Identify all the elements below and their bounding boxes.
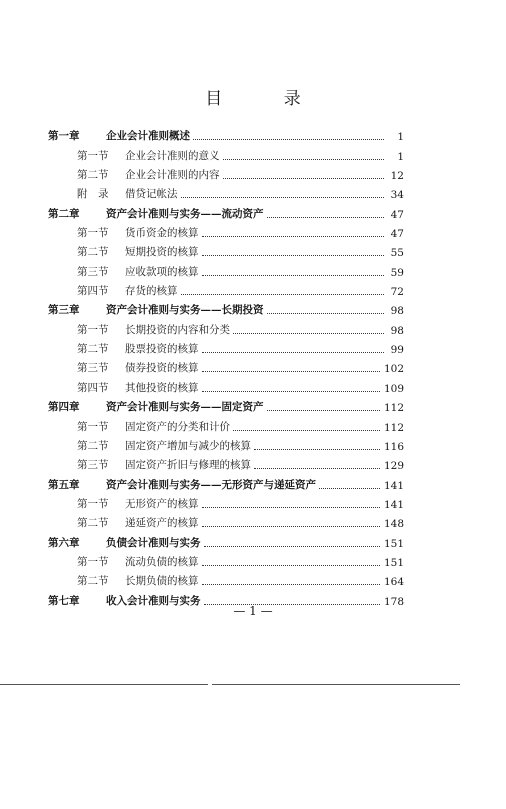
toc-entry-page: 102 xyxy=(383,363,404,376)
toc-entry-number: 第一章 xyxy=(48,130,80,143)
toc-entry-number: 第三节 xyxy=(77,459,109,472)
dot-leader xyxy=(202,255,385,256)
toc-entry-title: 资产会计准则与实务——流动资产 xyxy=(106,207,264,220)
dot-leader xyxy=(202,507,380,508)
toc-entry-number: 第二节 xyxy=(77,517,109,530)
toc-entry-title: 流动负债的核算 xyxy=(125,555,199,568)
toc-entry-number: 第二节 xyxy=(77,343,109,356)
toc-section-entry xyxy=(48,143,404,162)
toc-entry-page: 148 xyxy=(383,518,404,531)
dot-leader xyxy=(193,139,384,140)
page-number: — 1 — xyxy=(233,604,273,618)
toc-entry-page: 129 xyxy=(383,460,404,473)
toc-entry-title: 企业会计准则的意义 xyxy=(125,149,220,162)
toc-chapter-entry xyxy=(48,472,404,491)
toc-entry-number: 第四章 xyxy=(48,401,80,414)
toc-entry-page: 59 xyxy=(390,266,404,279)
toc-entry-title: 固定资产的分类和计价 xyxy=(125,420,230,433)
toc-entry-title: 长期投资的内容和分类 xyxy=(125,323,230,336)
dot-leader xyxy=(319,488,380,489)
toc-section-entry xyxy=(48,453,404,472)
dot-leader xyxy=(223,159,385,160)
toc-entry-page: 151 xyxy=(383,537,404,550)
toc-entry-title: 企业会计准则的内容 xyxy=(125,169,220,182)
toc-entry-title: 固定资产增加与减少的核算 xyxy=(125,439,251,452)
toc-entry-title: 负债会计准则与实务 xyxy=(106,536,201,549)
toc-entry-number: 第四节 xyxy=(77,285,109,298)
dot-leader xyxy=(254,468,380,469)
toc-section-entry xyxy=(48,414,404,433)
toc-entry-number: 第一节 xyxy=(77,497,109,510)
dot-leader xyxy=(204,546,380,547)
toc-entry-number: 第二节 xyxy=(77,246,109,259)
toc-entry-page: 141 xyxy=(383,498,404,511)
toc-entry-title: 股票投资的核算 xyxy=(125,343,199,356)
dot-leader xyxy=(202,371,380,372)
dot-leader xyxy=(202,526,380,527)
toc-entry-number: 第一节 xyxy=(77,227,109,240)
toc-entry-page: 164 xyxy=(383,576,404,589)
toc-entry-number: 第二节 xyxy=(77,169,109,182)
toc-entry-title: 企业会计准则概述 xyxy=(106,130,190,143)
toc-entry-page: 112 xyxy=(383,421,404,434)
dot-leader xyxy=(233,333,384,334)
toc-section-entry xyxy=(48,356,404,375)
toc-section-entry xyxy=(48,511,404,530)
toc-entry-title: 应收款项的核算 xyxy=(125,265,199,278)
dot-leader xyxy=(267,410,380,411)
dot-leader xyxy=(202,275,385,276)
toc-entry-page: 141 xyxy=(383,479,404,492)
toc-entry-title: 其他投资的核算 xyxy=(125,381,199,394)
toc-entry-number: 第三节 xyxy=(77,362,109,375)
toc-section-entry xyxy=(48,434,404,453)
toc-entry-page: 1 xyxy=(397,150,404,163)
toc-entry-title: 资产会计准则与实务——长期投资 xyxy=(106,304,264,317)
toc-entry-number: 第二节 xyxy=(77,575,109,588)
toc-section-entry xyxy=(48,182,404,201)
toc-entry-number: 附 录 xyxy=(77,188,109,201)
toc-section-entry xyxy=(48,317,404,336)
toc-entry-title: 收入会计准则与实务 xyxy=(106,594,201,607)
toc-entry-title: 资产会计准则与实务——无形资产与递延资产 xyxy=(106,478,316,491)
toc-section-entry xyxy=(48,375,404,394)
dot-leader xyxy=(254,449,380,450)
toc-section-entry xyxy=(48,569,404,588)
toc-entry-number: 第三节 xyxy=(77,265,109,278)
toc-section-entry xyxy=(48,221,404,240)
toc-entry-number: 第五章 xyxy=(48,478,80,491)
dot-leader xyxy=(202,352,385,353)
toc-chapter-entry xyxy=(48,530,404,549)
toc-entry-page: 109 xyxy=(383,382,404,395)
toc-entry-page: 47 xyxy=(390,208,404,221)
toc-entry-page: 47 xyxy=(390,228,404,241)
toc-entry-page: 99 xyxy=(390,344,404,357)
toc-entry-page: 178 xyxy=(383,595,404,608)
toc-chapter-entry xyxy=(48,201,404,220)
toc-section-entry xyxy=(48,240,404,259)
toc-chapter-entry xyxy=(48,298,404,317)
scan-edge-line xyxy=(0,684,208,685)
toc-entry-title: 资产会计准则与实务——固定资产 xyxy=(106,401,264,414)
dot-leader xyxy=(267,313,385,314)
toc-entry-page: 1 xyxy=(397,131,404,144)
toc-section-entry xyxy=(48,163,404,182)
toc-entry-number: 第二节 xyxy=(77,439,109,452)
toc-entry-title: 存货的核算 xyxy=(125,285,178,298)
toc-entry-number: 第三章 xyxy=(48,304,80,317)
toc-entry-title: 债券投资的核算 xyxy=(125,362,199,375)
toc-entry-number: 第六章 xyxy=(48,536,80,549)
toc-entry-title: 长期负债的核算 xyxy=(125,575,199,588)
toc-section-entry xyxy=(48,259,404,278)
toc-section-entry xyxy=(48,492,404,511)
scan-edge-line xyxy=(212,684,460,685)
toc-entry-page: 112 xyxy=(383,402,404,415)
toc-section-entry xyxy=(48,550,404,569)
dot-leader xyxy=(202,236,385,237)
dot-leader xyxy=(223,178,385,179)
toc-entry-title: 递延资产的核算 xyxy=(125,517,199,530)
toc-entry-number: 第一节 xyxy=(77,555,109,568)
dot-leader xyxy=(202,391,380,392)
toc-entry-page: 98 xyxy=(390,324,404,337)
toc-entry-page: 34 xyxy=(390,189,404,202)
page-title: 目 录 xyxy=(205,89,329,109)
toc-entry-page: 12 xyxy=(390,170,404,183)
dot-leader xyxy=(202,565,380,566)
toc-entry-number: 第一节 xyxy=(77,323,109,336)
toc-entry-title: 无形资产的核算 xyxy=(125,497,199,510)
dot-leader xyxy=(181,197,385,198)
toc-entry-title: 借贷记帐法 xyxy=(125,188,178,201)
toc-entry-number: 第一节 xyxy=(77,149,109,162)
toc-entry-page: 72 xyxy=(390,286,404,299)
dot-leader xyxy=(181,294,385,295)
toc-entry-page: 116 xyxy=(383,440,404,453)
toc-entry-number: 第一节 xyxy=(77,420,109,433)
toc-chapter-entry xyxy=(48,124,404,143)
toc-entry-number: 第四节 xyxy=(77,381,109,394)
toc-section-entry xyxy=(48,337,404,356)
toc-entry-page: 151 xyxy=(383,556,404,569)
toc-entry-number: 第二章 xyxy=(48,207,80,220)
dot-leader xyxy=(202,584,380,585)
toc-entry-page: 98 xyxy=(390,305,404,318)
dot-leader xyxy=(233,430,380,431)
toc-entry-title: 短期投资的核算 xyxy=(125,246,199,259)
toc-entry-title: 货币资金的核算 xyxy=(125,227,199,240)
toc-chapter-entry xyxy=(48,395,404,414)
table-of-contents xyxy=(48,124,404,608)
toc-entry-page: 55 xyxy=(390,247,404,260)
toc-section-entry xyxy=(48,279,404,298)
toc-entry-title: 固定资产折旧与修理的核算 xyxy=(125,459,251,472)
dot-leader xyxy=(267,217,385,218)
toc-entry-number: 第七章 xyxy=(48,594,80,607)
